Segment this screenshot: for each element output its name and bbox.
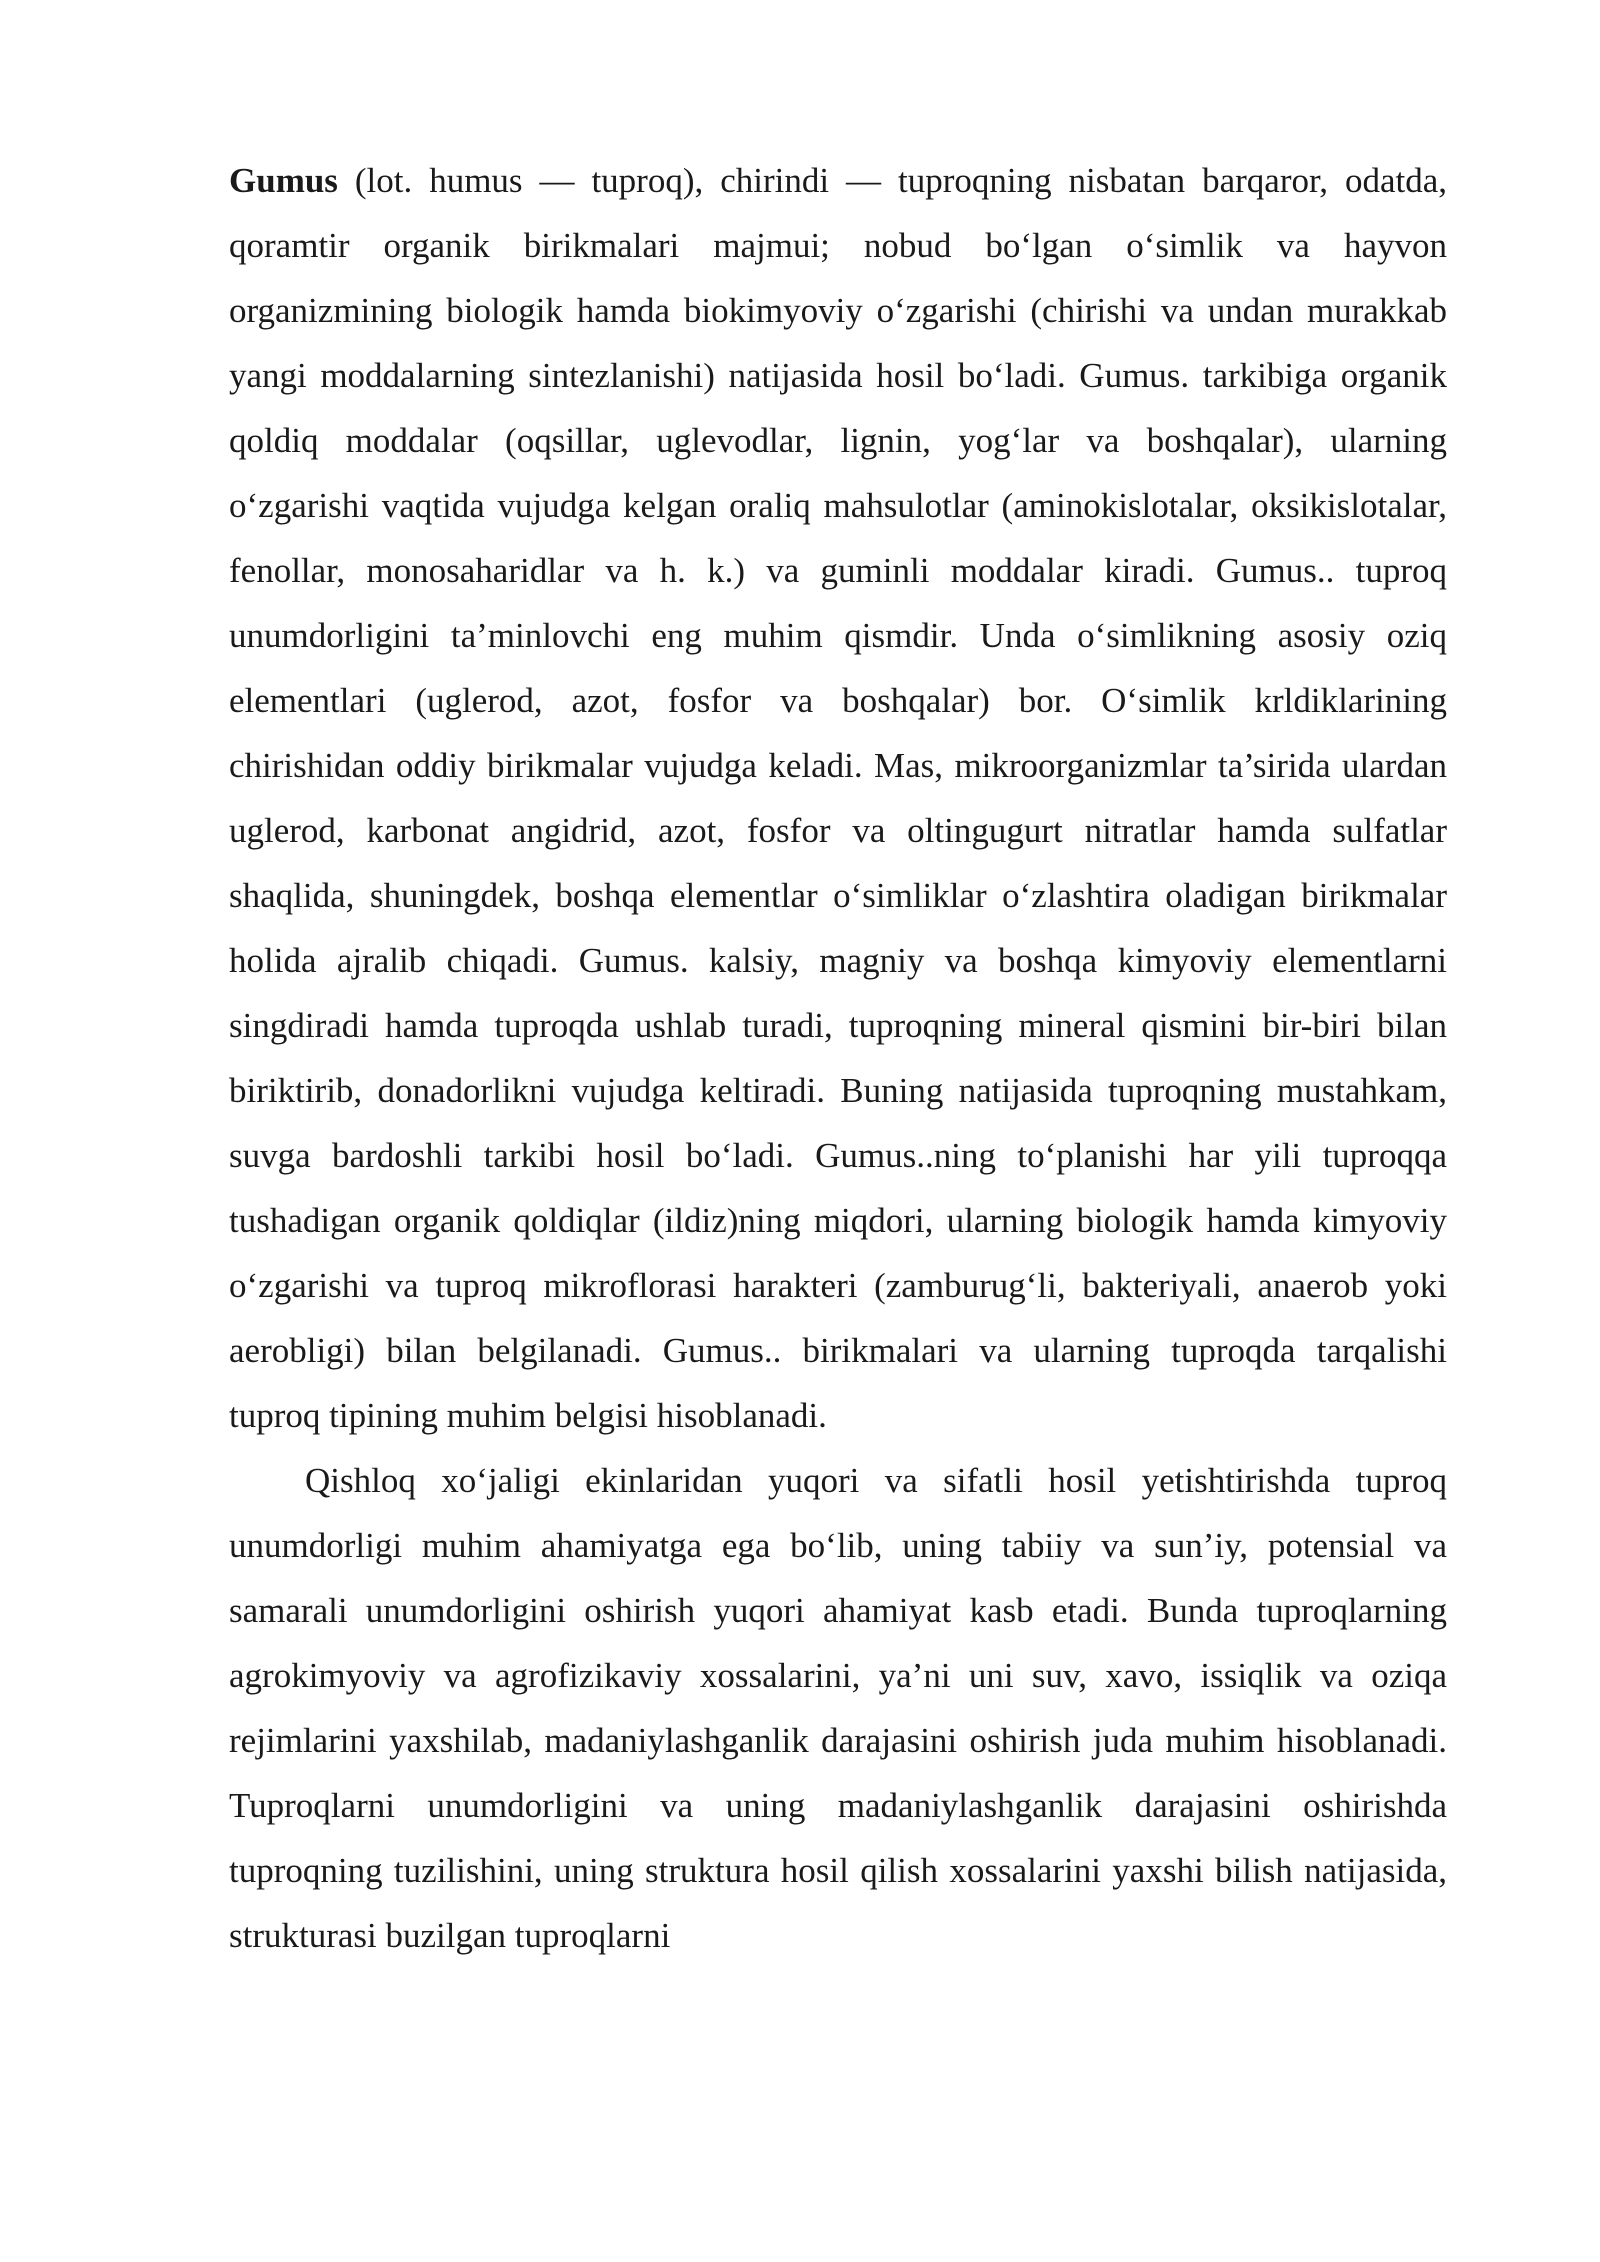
paragraph-1-text: (lot. humus — tuproq), chirindi — tuproqning nisbatan barqaror, odatda, qoramtir organik birikmalari majmui; nobud bo‘lgan o‘simlik va hayvon organizmining biologik hamda biokimyoviy o‘zgarishi (chirishi va undan murakkab yangi moddalarning sintezlanishi) natijasida hosil bo‘ladi. Gumus. tarkibiga organik qoldiq moddalar (oqsillar, uglevodlar, lignin, yog‘lar va boshqalar), ularning o‘zgarishi vaqtida vujudga kelgan oraliq mahsulotlar (aminokislotalar, oksikislotalar, fenollar, monosaharidlar va h. k.) va guminli moddalar kiradi. Gumus.. tuproq unumdorligini ta’minlovchi eng muhim qismdir. Unda o‘simlikning asosiy oziq elementlari (uglerod, azot, fosfor va boshqalar) bor. O‘simlik krldiklarining chirishidan oddiy birikmalar vujudga keladi. Mas, mikroorganizmlar ta’sirida ulardan uglerod, karbonat angidrid, azot, fosfor va oltingugurt nitratlar hamda sulfatlar shaqlida, shuningdek, boshqa elementlar o‘simliklar o‘zlashtira oladigan birikmalar holida ajralib chiqadi. Gumus. kalsiy, magniy va boshqa kimyoviy elementlarni singdiradi hamda tuproqda ushlab turadi, tuproqning mineral qismini bir-biri bilan biriktirib, donadorlikni vujudga keltiradi. Buning natijasida tuproqning mustahkam, suvga bardoshli tarkibi hosil bo‘ladi. Gumus..ning to‘planishi har yili tuproqqa tushadigan organik qoldiqlar (ildiz)ning miqdori, ularning biologik hamda kimyoviy o‘zgarishi va tuproq mikroflorasi harakteri (zamburug‘li, bakteriyali, anaerob yoki aerobligi) bilan belgilanadi. Gumus.. birikmalari va ularning tuproqda tarqalishi tuproq tipining muhim belgisi hisoblanadi. [229, 161, 1447, 1435]
document-body [229, 148, 1447, 1968]
paragraph-gumus-definition [229, 148, 1447, 1448]
paragraph-soil-fertility: Qishloq xo‘jaligi ekinlaridan yuqori va sifatli hosil yetishtirishda tuproq unumdorligi muhim ahamiyatga ega bo‘lib, uning tabiiy va sun’iy, potensial va samarali unumdorligini oshirish yuqori ahamiyat kasb etadi. Bunda tuproqlarning agrokimyoviy va agrofizikaviy xossalarini, ya’ni uni suv, xavo, issiqlik va oziqa rejimlarini yaxshilab, madaniylashganlik darajasini oshirish juda muhim hisoblanadi. Tuproqlarni unumdorligini va uning madaniylashganlik darajasini oshirishda tuproqning tuzilishini, uning struktura hosil qilish xossalarini yaxshi bilish natijasida, strukturasi buzilgan tuproqlarni [229, 1461, 1447, 1955]
term-gumus: Gumus [229, 161, 338, 200]
